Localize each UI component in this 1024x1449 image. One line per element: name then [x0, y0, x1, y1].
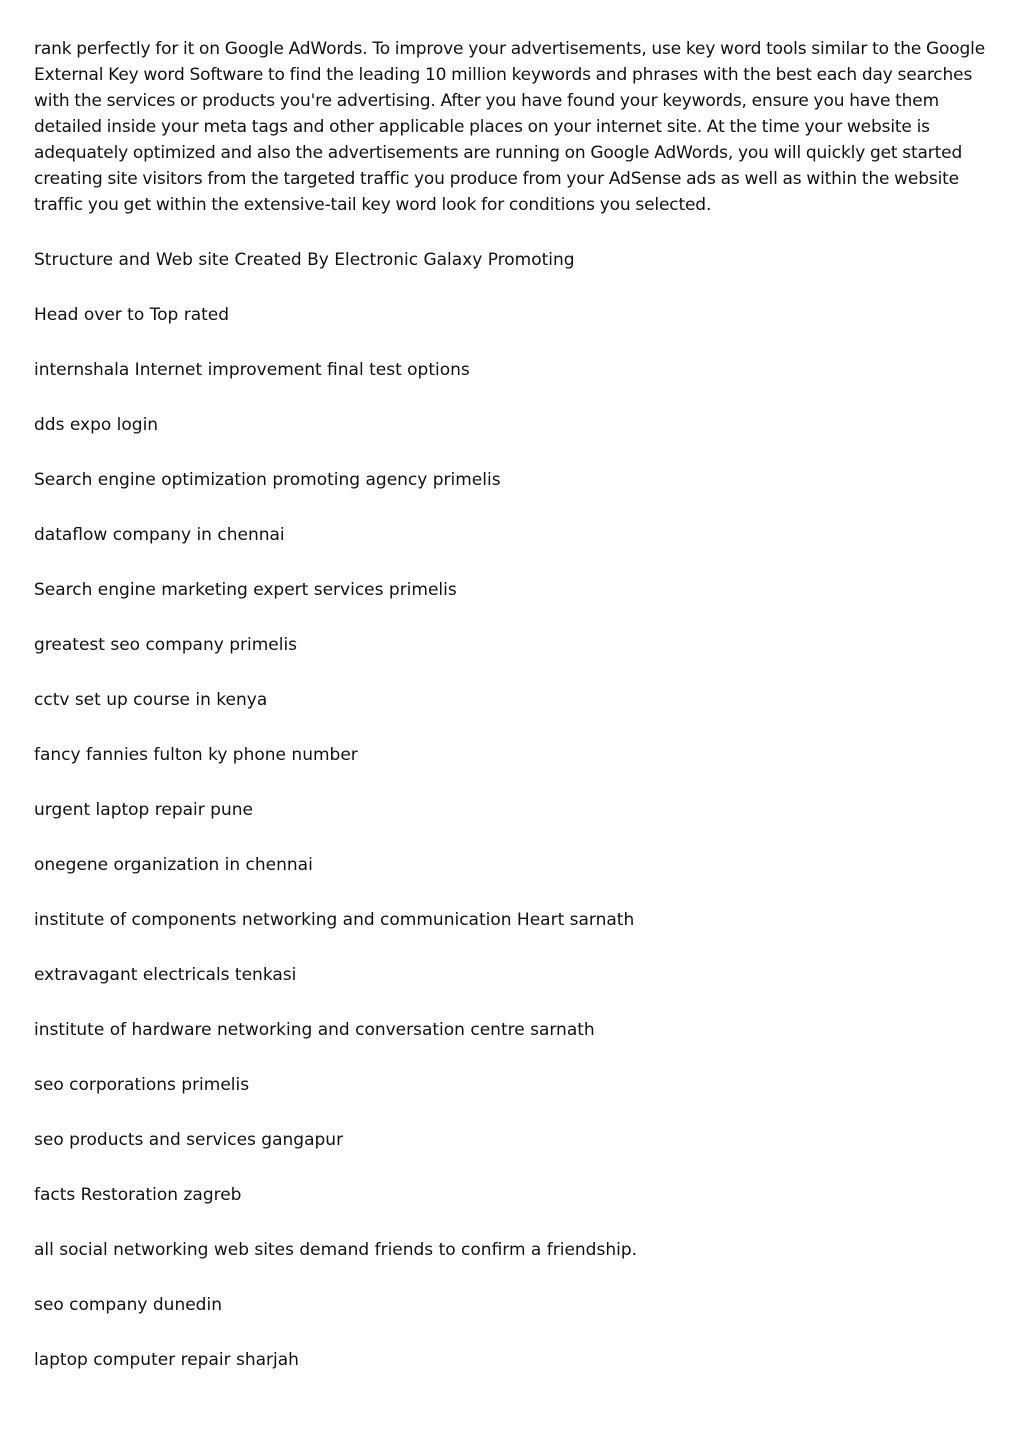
- link-item[interactable]: fancy fannies fulton ky phone number: [34, 745, 358, 765]
- list-item: [34, 797, 992, 823]
- document-page: [34, 36, 992, 1373]
- link-item[interactable]: internshala Internet improvement final test options: [34, 360, 470, 380]
- list-item: [34, 852, 992, 878]
- link-back-to-top[interactable]: Head over to Top rated: [34, 305, 230, 325]
- list-item: [34, 357, 992, 383]
- list-item: [34, 687, 992, 713]
- list-item: [34, 632, 992, 658]
- credit-line: Structure and Web site Created By Electronic Galaxy Promoting: [34, 250, 575, 270]
- list-item: [34, 1292, 992, 1318]
- link-item[interactable]: seo products and services gangapur: [34, 1130, 344, 1150]
- list-item: [34, 907, 992, 933]
- link-item[interactable]: seo company dunedin: [34, 1295, 222, 1315]
- list-item: [34, 1072, 992, 1098]
- list-item: [34, 412, 992, 438]
- list-item: [34, 467, 992, 493]
- link-item[interactable]: dds expo login: [34, 415, 159, 435]
- link-item[interactable]: urgent laptop repair pune: [34, 800, 253, 820]
- list-item: [34, 742, 992, 768]
- list-item: [34, 1237, 992, 1263]
- list-item: [34, 1182, 992, 1208]
- link-item[interactable]: laptop computer repair sharjah: [34, 1350, 299, 1370]
- link-item[interactable]: cctv set up course in kenya: [34, 690, 268, 710]
- list-item: [34, 1127, 992, 1153]
- list-item: [34, 962, 992, 988]
- link-item[interactable]: institute of hardware networking and conversation centre sarnath: [34, 1020, 595, 1040]
- link-item[interactable]: institute of components networking and communication Heart sarnath: [34, 910, 635, 930]
- list-item: [34, 1347, 992, 1373]
- link-list: [34, 302, 992, 1373]
- link-item[interactable]: Search engine marketing expert services primelis: [34, 580, 457, 600]
- list-item: [34, 577, 992, 603]
- list-item: [34, 522, 992, 548]
- link-item[interactable]: all social networking web sites demand friends to confirm a friendship.: [34, 1240, 638, 1260]
- list-item: [34, 1017, 992, 1043]
- link-item[interactable]: extravagant electricals tenkasi: [34, 965, 297, 985]
- link-item[interactable]: Search engine optimization promoting agency primelis: [34, 470, 501, 490]
- link-item[interactable]: dataflow company in chennai: [34, 525, 285, 545]
- list-item: [34, 302, 992, 328]
- link-item[interactable]: onegene organization in chennai: [34, 855, 313, 875]
- intro-paragraph: rank perfectly for it on Google AdWords. To improve your advertisements, use key word tools similar to the Google External Key word Software to find the leading 10 million keywords and phrases with the best each day searches with the services or products you're advertising. After you have found your keywords, ensure you have them detailed inside your meta tags and other applicable places on your internet site. At the time your website is adequately optimized and also the advertisements are running on Google AdWords, you will quickly get started creating site visitors from the targeted traffic you produce from your AdSense ads as well as within the website traffic you get within the extensive-tail key word look for conditions you selected.: [34, 39, 986, 215]
- link-item[interactable]: greatest seo company primelis: [34, 635, 298, 655]
- link-item[interactable]: facts Restoration zagreb: [34, 1185, 242, 1205]
- link-item[interactable]: seo corporations primelis: [34, 1075, 250, 1095]
